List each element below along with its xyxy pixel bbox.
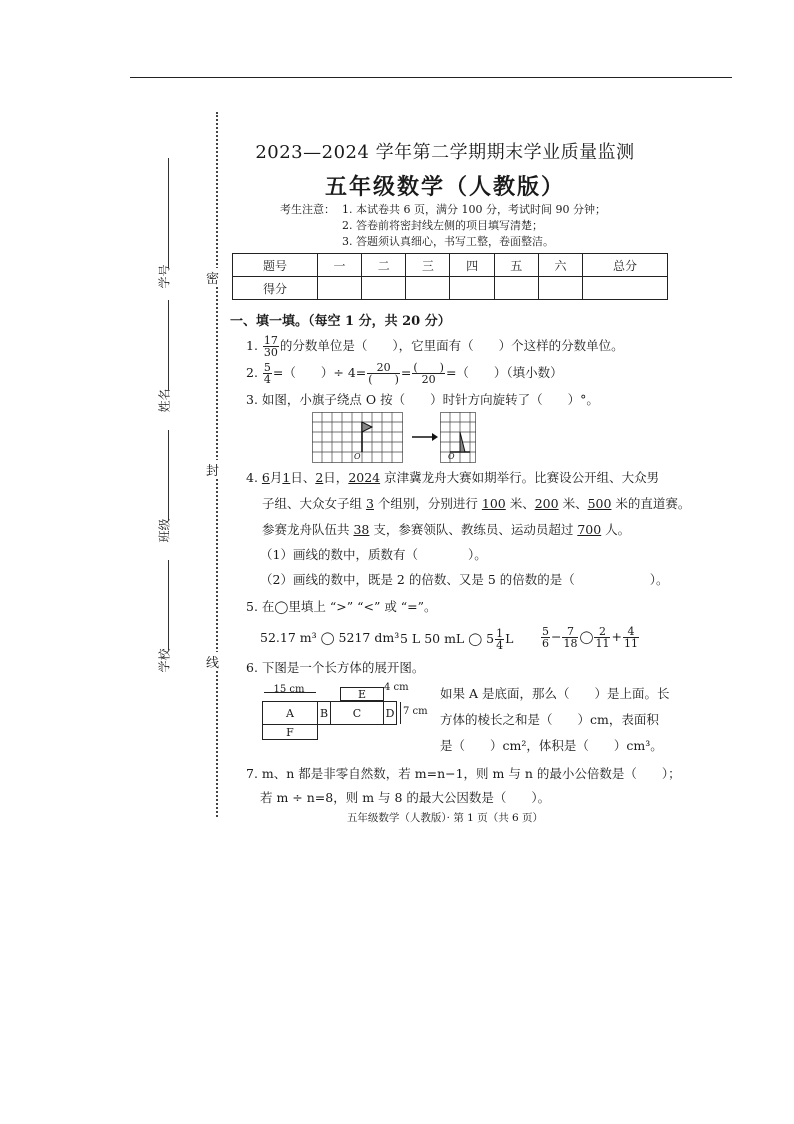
question-2 (246, 362, 563, 385)
comparison-3: $\frac{5}{6}$ − $\frac{7}{18}$ ◯ $\frac{2}{11}$ + $\frac{4}{11}$ (542, 625, 638, 650)
score-input[interactable] (362, 277, 406, 300)
question-4-sub-2: （2）画线的数中，既是 2 的倍数、又是 5 的倍数的是（ ）。 (260, 572, 669, 587)
exam-notes (280, 202, 606, 250)
score-cell: 总分 (583, 254, 668, 277)
page-footer: 五年级数学（人教版）· 第 1 页（共 6 页） (346, 812, 544, 824)
question-text: =（ ）（填小数） (445, 365, 563, 380)
question-6-line-1: 如果 A 是底面，那么（ ）是上面。长 (440, 686, 670, 701)
score-cell: 六 (538, 254, 582, 277)
question-6: 6. 下图是一个长方体的展开图。 (246, 660, 425, 675)
score-cell: 五 (494, 254, 538, 277)
score-input[interactable] (538, 277, 582, 300)
question-1 (246, 335, 624, 358)
comparison-2: 5 L 50 mL ◯ 5 $\frac{1}{4}$ L (400, 627, 514, 652)
fraction: $\frac{20}{( )}$ (368, 361, 399, 386)
question-4-line-2: 子组、大众女子组 3 个组别，分别进行 100 米、200 米、500 米的直道赛。 (262, 496, 691, 511)
dim-arrow (264, 692, 316, 693)
dim-4cm: 4 cm (384, 682, 409, 693)
face-f: F (262, 724, 318, 740)
note-item: 1. 本试卷共 6 页，满分 100 分，考试时间 90 分钟； (342, 203, 606, 216)
name-label: 姓名 (157, 388, 172, 413)
score-cell: 三 (406, 254, 450, 277)
question-7-line-2: 若 m ÷ n=8，则 m 与 8 的最大公因数是（ ）。 (260, 790, 551, 805)
section-title: 一、填一填。（每空 1 分，共 20 分） (230, 314, 451, 329)
face-c: C (330, 701, 384, 725)
face-d: D (383, 701, 397, 725)
top-rule (130, 77, 732, 78)
score-input[interactable] (406, 277, 450, 300)
question-6-line-3: 是（ ）cm²，体积是（ ）cm³。 (440, 738, 663, 753)
seal-char-mi: 密 (206, 268, 219, 287)
dim-15cm: 15 cm (273, 684, 305, 695)
fraction: $\frac{5}{4}$ (263, 361, 271, 386)
score-cell: 四 (450, 254, 494, 277)
question-4-line-1: 4. 6月1日、2日，2024 京津冀龙舟大赛如期举行。比赛设公开组、大众男 (246, 470, 660, 485)
score-cell: 题号 (233, 254, 318, 277)
school-line[interactable] (168, 560, 169, 650)
student-id-line[interactable] (168, 158, 169, 268)
grid-right (440, 412, 476, 463)
question-6-line-2: 方体的棱长之和是（ ）cm，表面积 (440, 712, 659, 727)
cuboid-net (258, 684, 438, 746)
dim-7-line (400, 702, 401, 724)
face-e: E (340, 687, 384, 701)
seal-char-feng: 封 (206, 460, 219, 479)
name-line[interactable] (168, 300, 169, 390)
question-4-line-3: 参赛龙舟队伍共 38 支，参赛领队、教练员、运动员超过 700 人。 (262, 522, 631, 537)
fraction: $\frac{( )}{20}$ (413, 361, 444, 386)
question-number: 2. (246, 365, 258, 380)
notes-label: 考生注意： (280, 203, 335, 216)
question-5: 5. 在◯里填上 “>” “<” 或 “=”。 (246, 599, 437, 614)
point-o-label: O (354, 452, 361, 461)
score-input[interactable] (317, 277, 361, 300)
score-input[interactable] (583, 277, 668, 300)
note-item: 3. 答题须认真细心，书写工整，卷面整洁。 (342, 235, 554, 248)
score-cell: 得分 (233, 277, 318, 300)
flag-original (362, 422, 372, 452)
question-number: 1. (246, 338, 258, 353)
dim-7cm: 7 cm (403, 706, 428, 717)
point-o-label: O (448, 452, 455, 461)
question-text: =（ ）÷ 4= (272, 365, 367, 380)
arrow-head-icon (432, 433, 438, 441)
fraction: $\frac{17}{30}$ (263, 334, 278, 359)
question-7-line-1: 7. m、n 都是非零自然数，若 m=n−1，则 m 与 n 的最小公倍数是（ ）； (246, 766, 681, 781)
score-table (232, 253, 668, 300)
face-a: A (262, 701, 318, 725)
question-text: 的分数单位是（ ），它里面有（ ）个这样的分数单位。 (279, 338, 624, 353)
score-cell: 二 (362, 254, 406, 277)
question-3: 3. 如图，小旗子绕点 O 按（ ）时针方向旋转了（ ）°。 (246, 392, 599, 407)
score-table-score-row (233, 277, 668, 300)
exam-title: 2023—2024 学年第二学期期末学业质量监测 (255, 142, 635, 163)
seal-char-xian: 线 (206, 652, 219, 671)
comparison-1: 52.17 m³ ◯ 5217 dm³ (260, 630, 400, 645)
question-text: = (400, 365, 412, 380)
score-table-header-row (233, 254, 668, 277)
question-4-sub-1: （1）画线的数中，质数有（ ）。 (260, 547, 487, 562)
student-id-label: 学号 (157, 264, 172, 289)
note-item: 2. 答卷前将密封线左侧的项目填写清楚； (342, 219, 543, 232)
class-line[interactable] (168, 430, 169, 520)
school-label: 学校 (157, 648, 172, 673)
class-label: 班级 (157, 518, 172, 543)
score-input[interactable] (450, 277, 494, 300)
score-cell: 一 (317, 254, 361, 277)
face-b: B (317, 701, 331, 725)
subject-title: 五年级数学（人教版） (324, 174, 565, 200)
score-input[interactable] (494, 277, 538, 300)
